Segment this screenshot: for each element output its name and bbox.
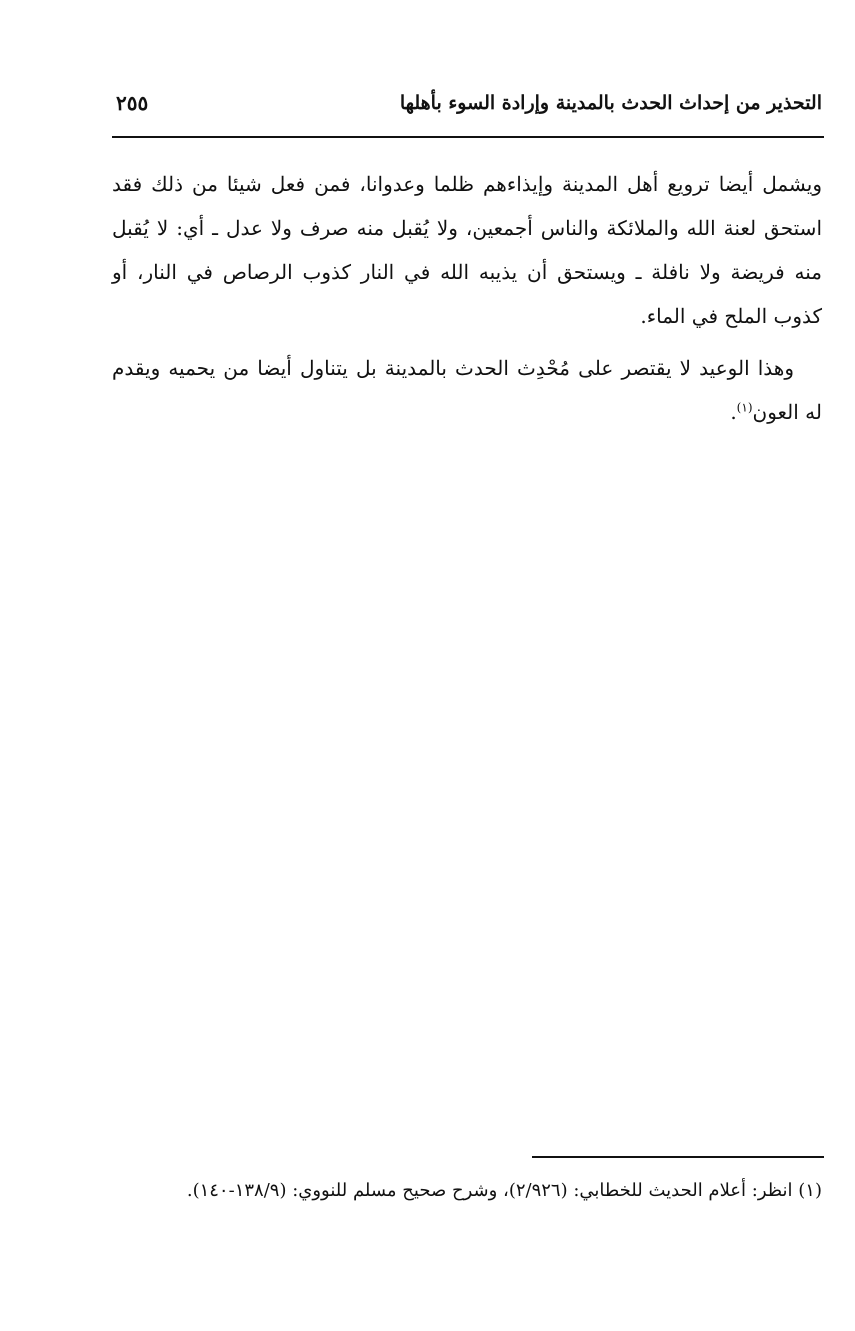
main-text xyxy=(112,162,822,434)
page-header xyxy=(112,88,822,122)
page-number: ٢٥٥ xyxy=(116,91,149,115)
paragraph-text: وهذا الوعيد لا يقتصر على مُحْدِث الحدث بالمدينة بل يتناول أيضا من يحميه ويقدم له العون xyxy=(112,356,822,424)
running-title: التحذير من إحداث الحدث بالمدينة وإرادة السوء بأهلها xyxy=(399,92,822,114)
header-rule xyxy=(112,136,824,138)
paragraph xyxy=(112,162,822,338)
footnote-text: (١) انظر: أعلام الحديث للخطابي: (٢/٩٢٦)، وشرح صحيح مسلم للنووي: (١٣٨/٩-١٤٠). xyxy=(186,1180,822,1201)
footnote-rule xyxy=(532,1156,824,1158)
footnote xyxy=(112,1174,822,1208)
paragraph-end-punctuation: . xyxy=(730,400,737,424)
paragraph-text: ويشمل أيضا ترويع أهل المدينة وإيذاءهم ظلما وعدوانا، فمن فعل شيئا من ذلك فقد استحق لعنة الله والملائكة والناس أجمعين، ولا يُقبل منه صرف ولا عدل ـ أي: لا يُقبل منه فريضة ولا نافلة ـ ويستحق أن يذيبه الله في النار كذوب الرصاص في النار، أو كذوب الملح في الماء. xyxy=(112,172,822,328)
paragraph xyxy=(112,346,822,434)
footnote-reference: (١) xyxy=(736,400,753,415)
